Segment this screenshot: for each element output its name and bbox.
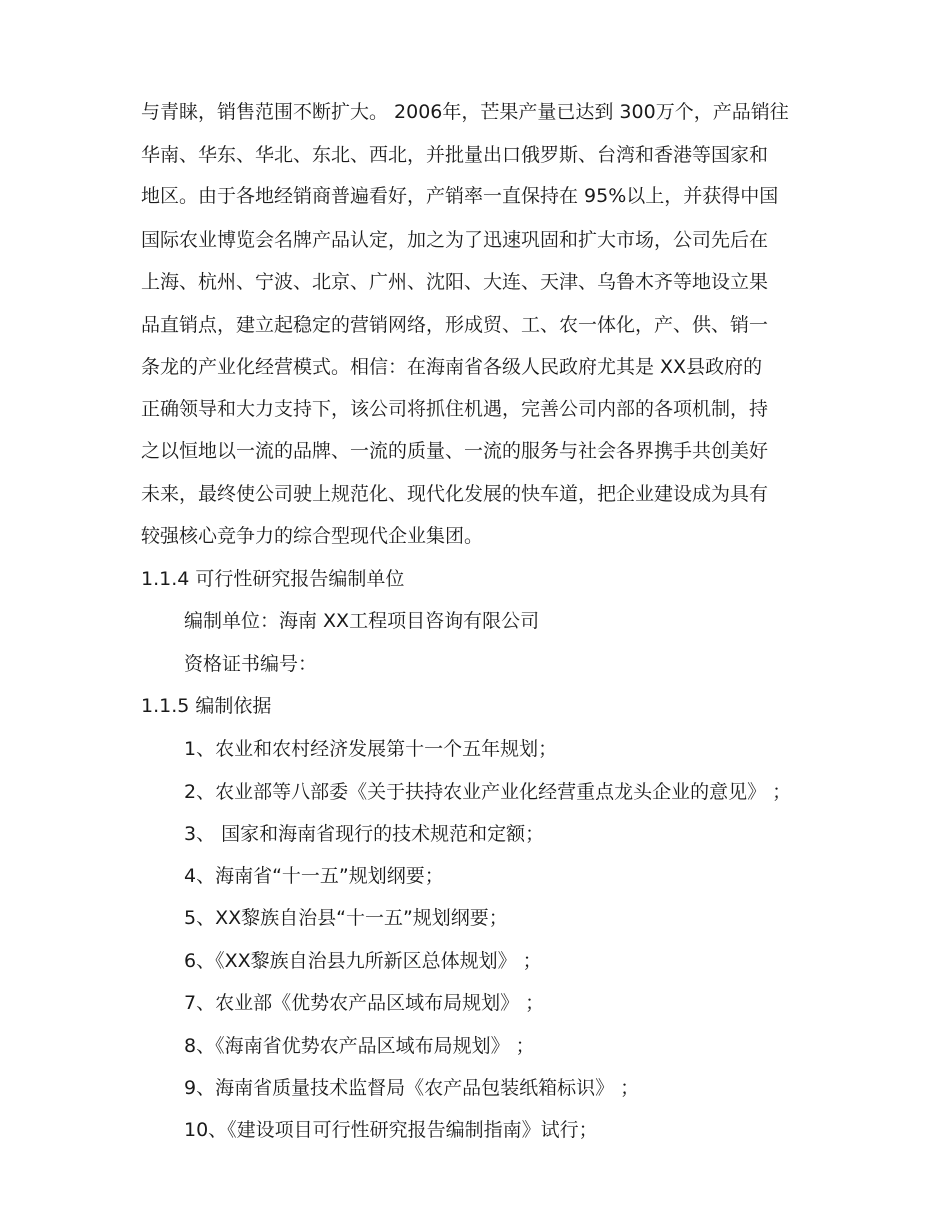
- paragraph-line: 未来，最终使公司驶上规范化、现代化发展的快车道，把企业建设成为具有: [141, 483, 769, 505]
- paragraph-line: 与青睐，销售范围不断扩大。 2006年，芒果产量已达到 300万个，产品销往: [141, 101, 789, 123]
- paragraph-line: 之以恒地以一流的品牌、一流的质量、一流的服务与社会各界携手共创美好: [141, 440, 769, 462]
- compiling-unit: 编制单位：海南 XX工程项目咨询有限公司: [184, 610, 540, 632]
- paragraph-line: 上海、杭州、宁波、北京、广州、沈阳、大连、天津、乌鲁木齐等地设立果: [141, 271, 769, 293]
- paragraph-line: 国际农业博览会名牌产品认定，加之为了迅速巩固和扩大市场，公司先后在: [141, 229, 769, 251]
- basis-list-item: 6、《XX黎族自治县九所新区总体规划》 ；: [184, 950, 542, 972]
- basis-list-item: 1、农业和农村经济发展第十一个五年规划；: [184, 738, 558, 760]
- basis-list-item: 4、海南省“十一五”规划纲要；: [184, 865, 444, 887]
- basis-list-item: 5、XX黎族自治县“十一五”规划纲要；: [184, 907, 508, 929]
- basis-list-item: 3、 国家和海南省现行的技术规范和定额；: [184, 823, 545, 845]
- certificate-number: 资格证书编号：: [184, 653, 318, 675]
- section-heading-1-1-5: 1.1.5 编制依据: [141, 695, 272, 717]
- paragraph-line: 正确领导和大力支持下，该公司将抓住机遇，完善公司内部的各项机制，持: [141, 398, 769, 420]
- paragraph-line: 较强核心竞争力的综合型现代企业集团。: [141, 525, 484, 547]
- paragraph-line: 地区。由于各地经销商普遍看好，产销率一直保持在 95%以上，并获得中国: [141, 185, 779, 207]
- paragraph-line: 条龙的产业化经营模式。相信：在海南省各级人民政府尤其是 XX县政府的: [141, 356, 763, 378]
- basis-list-item: 7、农业部《优势农产品区域布局规划》 ；: [184, 992, 545, 1014]
- section-heading-1-1-4: 1.1.4 可行性研究报告编制单位: [141, 568, 405, 590]
- paragraph-line: 华南、华东、华北、东北、西北，并批量出口俄罗斯、台湾和香港等国家和: [141, 144, 769, 166]
- paragraph-line: 品直销点，建立起稳定的营销网络，形成贸、工、农一体化，产、供、销一: [141, 314, 769, 336]
- basis-list-item: 10、《建设项目可行性研究报告编制指南》试行；: [184, 1119, 598, 1141]
- basis-list-item: 9、海南省质量技术监督局《农产品包装纸箱标识》 ；: [184, 1077, 640, 1099]
- basis-list-item: 2、农业部等八部委《关于扶持农业产业化经营重点龙头企业的意见》 ；: [184, 781, 792, 803]
- basis-list-item: 8、《海南省优势农产品区域布局规划》 ；: [184, 1035, 535, 1057]
